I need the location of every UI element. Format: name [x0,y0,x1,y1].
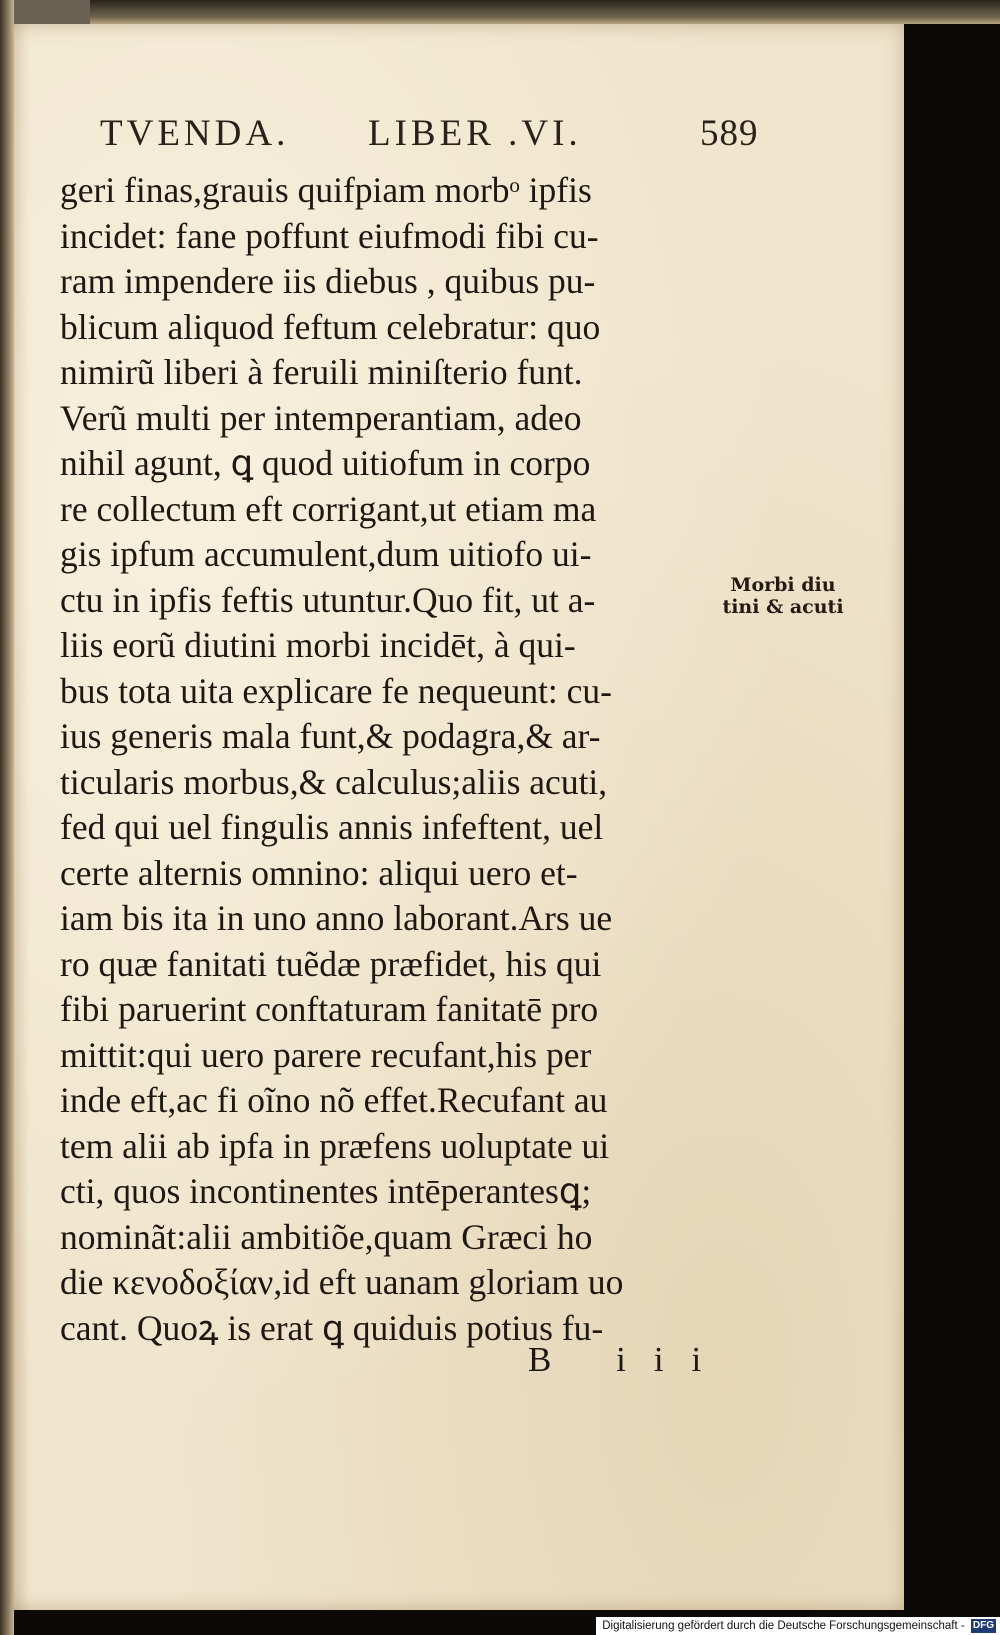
text-line: certe alternis omnino: aliqui uero et- [60,852,578,893]
text-line: incidet: fane poffunt eiufmodi fibi cu- [60,215,599,256]
page-number: 589 [700,113,759,154]
text-line: liis eorũ diutini morbi incidēt, à qui- [60,625,576,665]
dfg-logo: DFG [972,1619,994,1631]
text-line: ius generis mala funt,& podagra,& ar- [60,716,601,756]
text-line: nimirũ liberi à feruili miniſterio funt. [60,352,583,392]
text-line: ticularis morbus,& calculus;aliis acuti, [60,761,608,802]
scan-top-edge [0,0,1000,24]
text-line: fibi paruerint conftaturam fanitatē pro [60,989,599,1029]
text-line: ctu in ipfis feftis utuntur.Quo fit, ut a- [60,579,596,620]
text-line: inde eft,ac fi oĩno nõ effet.Recufant au [60,1080,608,1120]
text-line: cant. Quoꝝ is erat ꝗ quiduis potius fu- [60,1307,604,1348]
text-line: die κενοδοξίαν,id eft uanam gloriam uo [60,1262,624,1302]
text-line: tem alii ab ipfa in præfens uoluptate ui [60,1125,610,1166]
page-gutter [0,0,14,1635]
running-head [100,112,760,164]
body-text [60,168,720,1351]
funding-credit [596,1617,1000,1635]
text-line: ram impendere iis diebus , quibus pu- [60,261,596,301]
funding-credit-text: Digitalisierung gefördert durch die Deutsche Forschungsgemeinschaft - [602,1620,965,1632]
marginal-note-line: Morbi diu [730,574,836,596]
text-line: fed qui uel fingulis annis infeftent, uel [60,807,604,847]
text-line: gis ipfum accumulent,dum uitiofo ui- [60,534,592,574]
text-line: mittit:qui uero parere recufant,his per [60,1034,592,1075]
running-head-book: LIBER .VI. [368,113,582,154]
text-line: cti, quos incontinentes intēperantesꝗ; [60,1171,592,1211]
marginal-note [718,574,848,618]
text-line: bus tota uita explicare fe nequeunt: cu- [60,670,613,711]
text-line: iam bis ita in uno anno laborant.Ars ue [60,898,613,938]
text-line: Verũ multi per intemperantiam, adeo [60,397,582,438]
text-line: nihil agunt, ꝗ quod uitiofum in corpo [60,443,591,483]
text-line: blicum aliquod feftum celebratur: quo [60,306,601,347]
text-line: ro quæ fanitati tuẽdæ præfidet, his qui [60,943,602,984]
running-head-title: TVENDA. [100,113,290,154]
marginal-note-line: tini & acuti [722,596,844,618]
text-line: re collectum eft corrigant,ut etiam ma [60,488,597,529]
signature-mark: B iii [528,1340,730,1379]
text-line: geri finas,grauis quifpiam morbᵒ ipfis [60,170,592,210]
text-line: nominãt:alii ambitiõe,quam Græci ho [60,1216,593,1257]
